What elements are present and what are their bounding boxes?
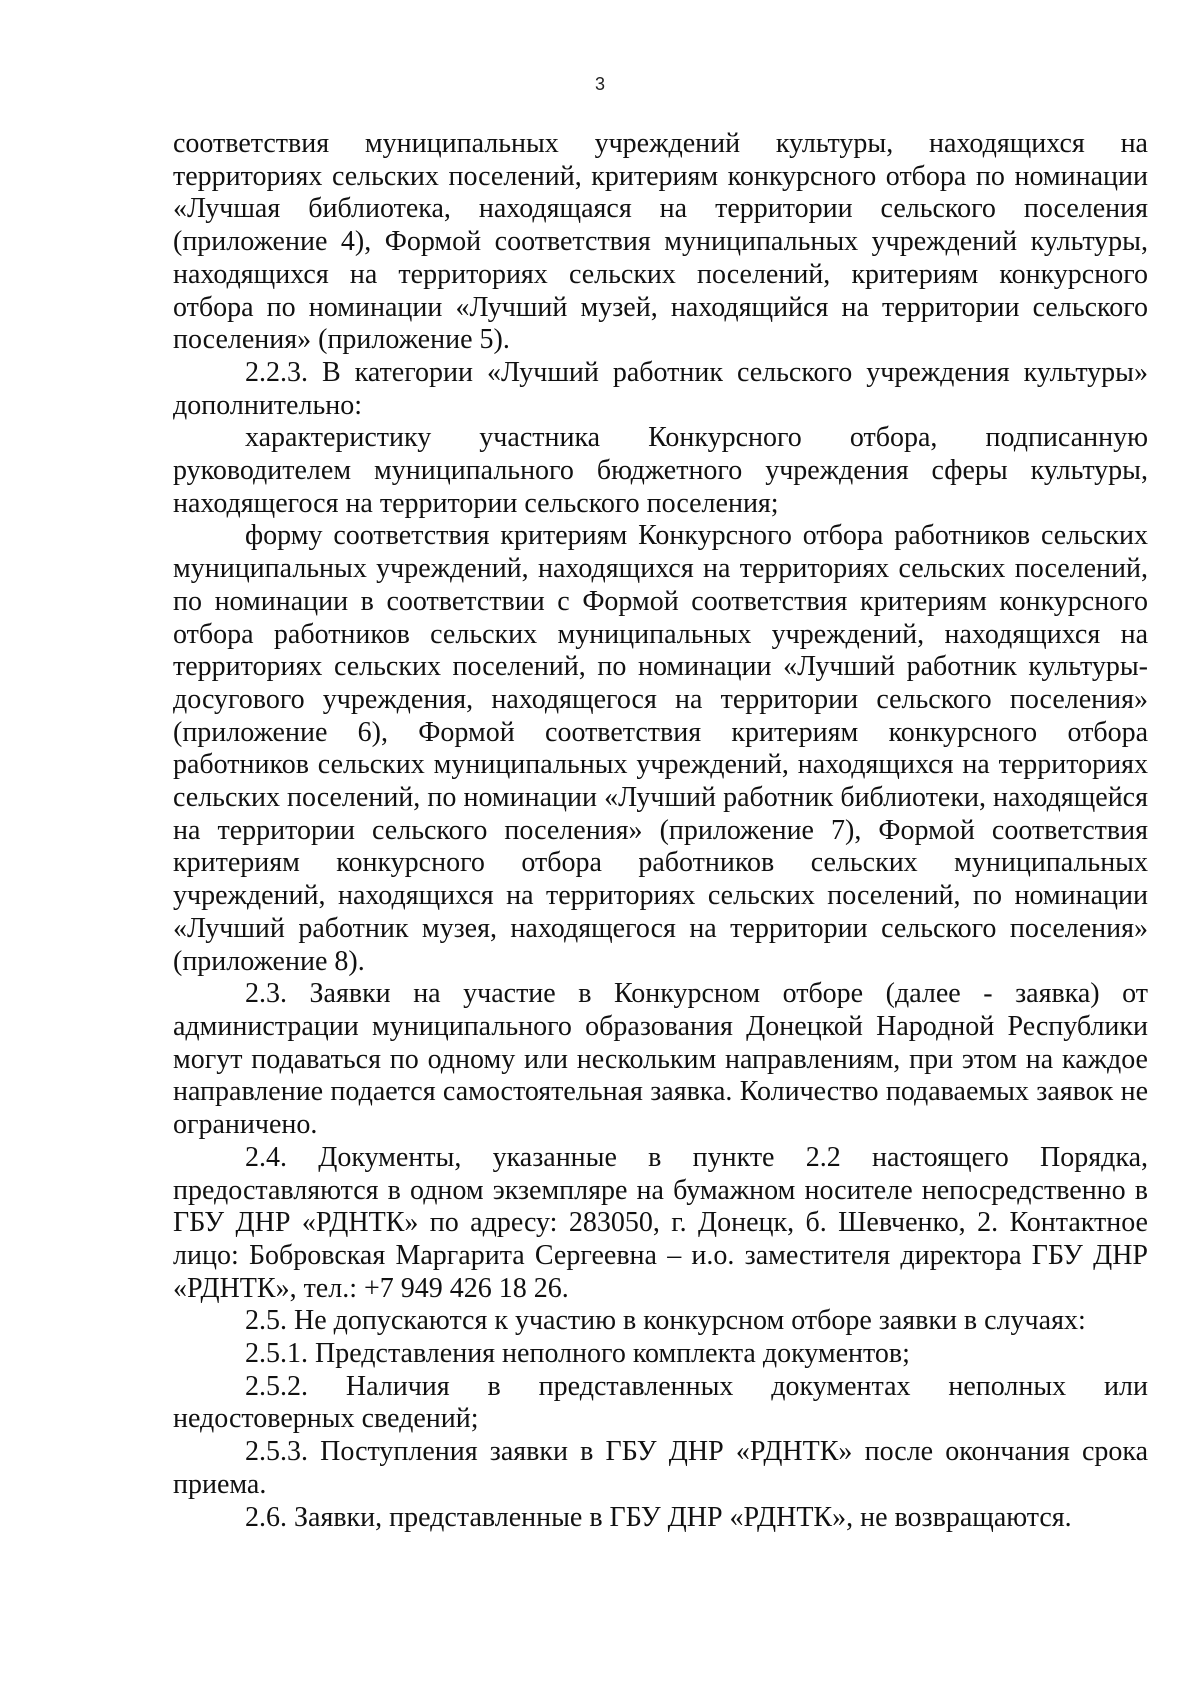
paragraph-compliance-form: форму соответствия критериям Конкурсного отбора работников сельских муниципальных учреждений, находящихся на территориях сельских поселений, по номинации в соответствии с Формой соответствия критериям конкурсного отбора работников сельских муниципальных учреждений, находящихся на территориях сельских поселений, по номинации «Лучший работник культуры-досугового учреждения, находящегося на территории сельского поселения» (приложение 6), Формой соответствия критериям конкурсного отбора работников сельских муниципальных учреждений, находящихся на территориях сельских поселений, по номинации «Лучший работник библиотеки, находящейся на территории сельского поселения» (приложение 7), Формой соответствия критериям конкурсного отбора работников сельских муниципальных учреждений, находящихся на территориях сельских поселений, по номинации «Лучший работник музея, находящегося на территории сельского поселения» (приложение 8). xyxy=(173,520,1148,977)
paragraph-continuation: соответствия муниципальных учреждений культуры, находящихся на территориях сельских поселений, критериям конкурсного отбора по номинации «Лучшая библиотека, находящаяся на территории сельского поселения (приложение 4), Формой соответствия муниципальных учреждений культуры, находящихся на территориях сельских поселений, критериям конкурсного отбора по номинации «Лучший музей, находящийся на территории сельского поселения» (приложение 5). xyxy=(173,128,1148,356)
paragraph-2-6: 2.6. Заявки, представленные в ГБУ ДНР «РДНТК», не возвращаются. xyxy=(245,1501,1072,1533)
paragraph-2-5-1: 2.5.1. Представления неполного комплекта документов; xyxy=(245,1338,910,1370)
document-body xyxy=(173,128,1148,1534)
paragraph-2-2-3: 2.2.3. В категории «Лучший работник сельского учреждения культуры» дополнительно: xyxy=(173,356,1148,421)
paragraph-2-4: 2.4. Документы, указанные в пункте 2.2 настоящего Порядка, предоставляются в одном экземпляре на бумажном носителе непосредственно в ГБУ ДНР «РДНТК» по адресу: 283050, г. Донецк, б. Шевченко, 2. Контактное лицо: Бобровская Маргарита Сергеевна – и.о. заместителя директора ГБУ ДНР «РДНТК», тел.: +7 949 426 18 26. xyxy=(173,1141,1148,1304)
paragraph-2-3: 2.3. Заявки на участие в Конкурсном отборе (далее - заявка) от администрации муниципального образования Донецкой Народной Республики могут подаваться по одному или нескольким направлениям, при этом на каждое направление подается самостоятельная заявка. Количество подаваемых заявок не ограничено. xyxy=(173,978,1148,1141)
paragraph-2-5: 2.5. Не допускаются к участию в конкурсном отборе заявки в случаях: xyxy=(245,1305,1086,1337)
paragraph-2-5-2: 2.5.2. Наличия в представленных документах неполных или недостоверных сведений; xyxy=(173,1370,1148,1435)
paragraph-2-5-3: 2.5.3. Поступления заявки в ГБУ ДНР «РДНТК» после окончания срока приема. xyxy=(173,1436,1148,1500)
paragraph-characteristic: характеристику участника Конкурсного отбора, подписанную руководителем муниципального бюджетного учреждения сферы культуры, находящегося на территории сельского поселения; xyxy=(173,422,1148,519)
page-number: 3 xyxy=(594,74,605,94)
